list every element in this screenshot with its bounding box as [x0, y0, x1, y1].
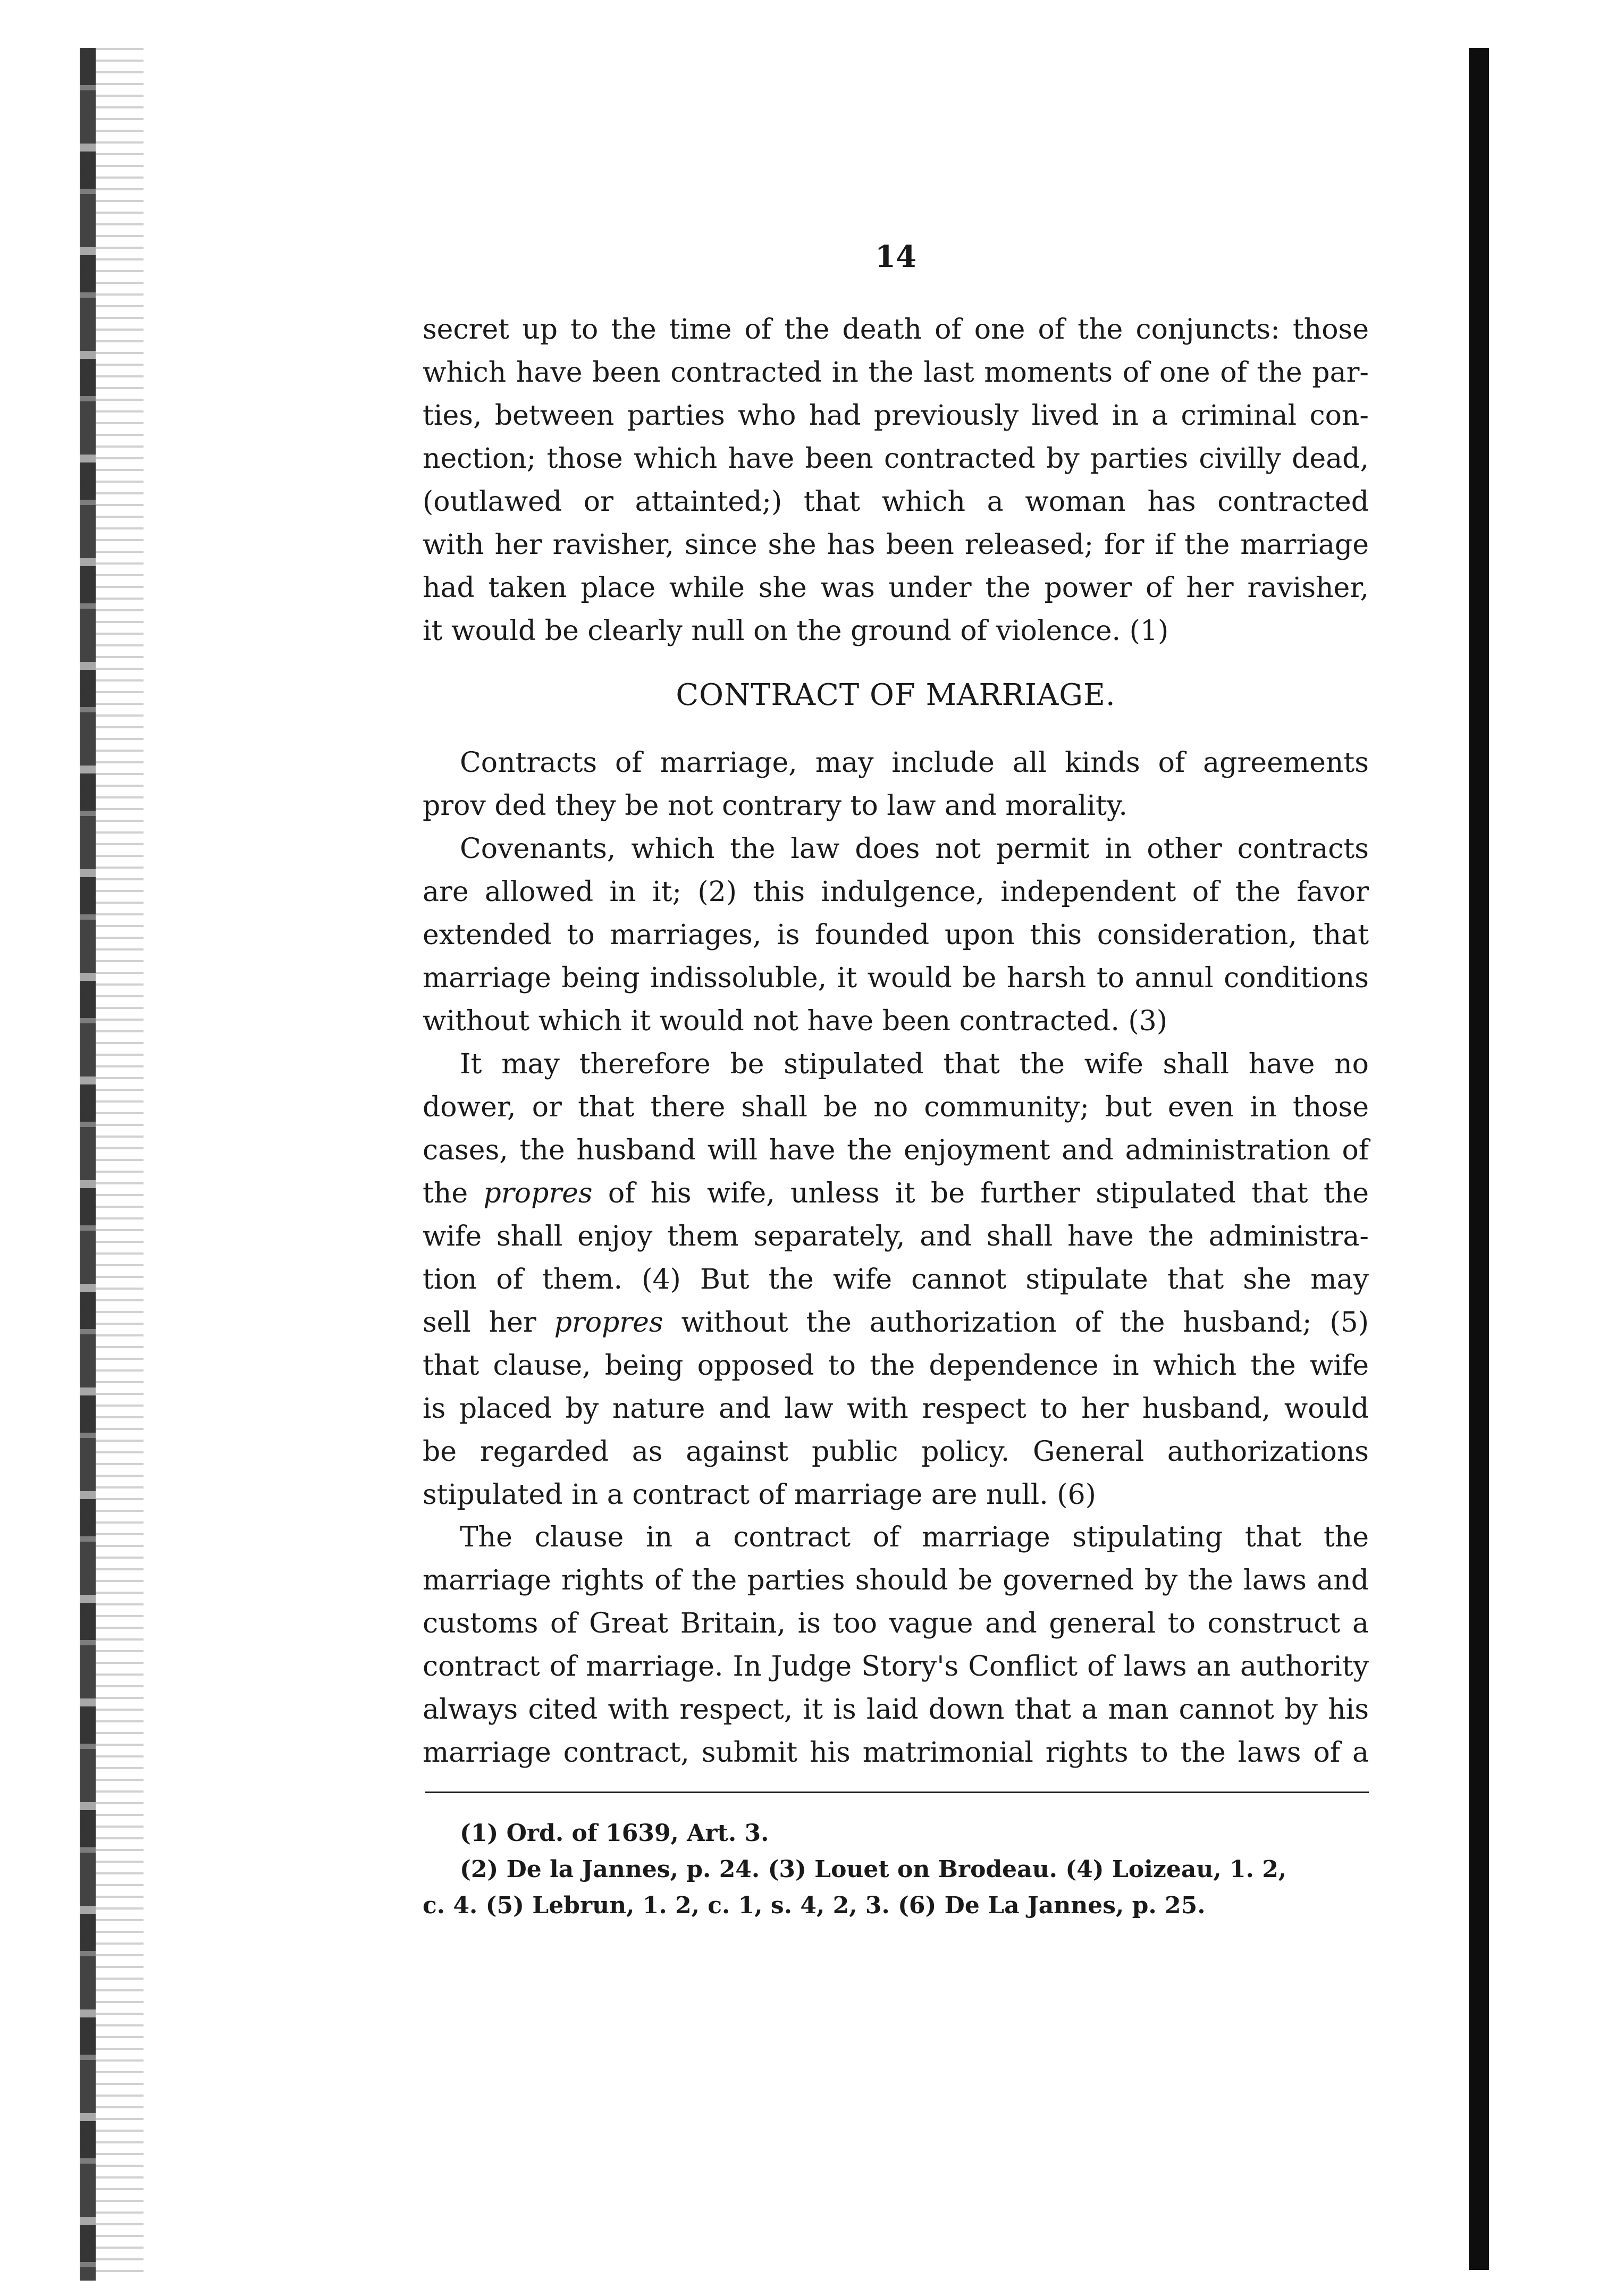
text-line: always cited with respect, it is laid down that a man cannot by his	[423, 1694, 1369, 1726]
text-line	[423, 1301, 1369, 1344]
footnote-divider	[425, 1792, 1369, 1793]
text-line: marriage rights of the parties should be governed by the laws and	[423, 1565, 1369, 1596]
text-line: with her ravisher, since she has been released; for if the marriage	[423, 529, 1369, 561]
paragraph-contracts	[423, 742, 1369, 828]
footnotes	[423, 1815, 1369, 1924]
paragraph-continuation	[423, 308, 1369, 653]
text-line: had taken place while she was under the power of her ravisher,	[423, 572, 1369, 604]
text-line: cases, the husband will have the enjoyment and administration of	[423, 1134, 1369, 1166]
text-line: be regarded as against public policy. General authorizations	[423, 1436, 1369, 1468]
text-line: dower, or that there shall be no community; but even in those	[423, 1091, 1369, 1123]
text-line: ties, between parties who had previously lived in a criminal con-	[423, 400, 1369, 432]
text-line: tion of them. (4) But the wife cannot stipulate that she may	[423, 1264, 1369, 1296]
scan-edge-left-noise	[96, 48, 144, 2281]
footnote-line: (1) Ord. of 1639, Art. 3.	[460, 1820, 769, 1847]
section-heading: CONTRACT OF MARRIAGE.	[676, 678, 1116, 712]
text-line	[423, 1172, 1369, 1215]
text-line: without which it would not have been contracted. (3)	[423, 1005, 1168, 1037]
scan-edge-right	[1469, 48, 1489, 2270]
text-line: It may therefore be stipulated that the wife shall have no	[460, 1048, 1369, 1080]
italic-term: propres	[483, 1178, 593, 1209]
text-line: The clause in a contract of marriage stipulating that the	[460, 1521, 1369, 1553]
text-fragment: without the authorization of the husband; (5)	[663, 1307, 1369, 1339]
text-line: Contracts of marriage, may include all kinds of agreements	[460, 747, 1369, 779]
text-line: is placed by nature and law with respect to her husband, would	[423, 1393, 1369, 1425]
italic-term: propres	[554, 1307, 663, 1339]
text-line: that clause, being opposed to the dependence in which the wife	[423, 1350, 1369, 1382]
text-fragment: sell her	[423, 1307, 554, 1339]
text-line: which have been contracted in the last moments of one of the par-	[423, 357, 1369, 389]
text-line: prov ded they be not contrary to law and morality.	[423, 790, 1127, 822]
text-line: are allowed in it; (2) this indulgence, independent of the favor	[423, 876, 1369, 908]
text-line: contract of marriage. In Judge Story's Conflict of laws an authority	[423, 1651, 1369, 1683]
text-line: wife shall enjoy them separately, and shall have the administra-	[423, 1221, 1369, 1252]
paragraph-covenants	[423, 828, 1369, 1043]
text-fragment: the	[423, 1178, 484, 1209]
footnote-line: (2) De la Jannes, p. 24. (3) Louet on Brodeau. (4) Loizeau, 1. 2,	[460, 1856, 1287, 1883]
page-number: 14	[875, 239, 916, 274]
text-line: marriage being indissoluble, it would be harsh to annul conditions	[423, 962, 1369, 994]
text-line: stipulated in a contract of marriage are null. (6)	[423, 1479, 1096, 1511]
text-line: marriage contract, submit his matrimonial rights to the laws of a	[423, 1737, 1369, 1769]
text-line: extended to marriages, is founded upon this consideration, that	[423, 919, 1369, 951]
text-fragment: of his wife, unless it be further stipulated that the	[592, 1178, 1369, 1209]
text-line: nection; those which have been contracted by parties civilly dead,	[423, 443, 1369, 475]
footnote-line: c. 4. (5) Lebrun, 1. 2, c. 1, s. 4, 2, 3. (6) De La Jannes, p. 25.	[423, 1892, 1206, 1919]
text-line: customs of Great Britain, is too vague and general to construct a	[423, 1608, 1369, 1639]
scan-edge-left	[80, 48, 96, 2281]
paragraph-stipulation	[423, 1043, 1369, 1517]
text-line: secret up to the time of the death of one of the conjuncts: those	[423, 314, 1369, 346]
text-line: it would be clearly null on the ground of violence. (1)	[423, 615, 1169, 647]
text-line: (outlawed or attainted;) that which a woman has contracted	[423, 486, 1369, 518]
text-line: Covenants, which the law does not permit in other contracts	[460, 833, 1369, 865]
paragraph-clause	[423, 1516, 1369, 1774]
